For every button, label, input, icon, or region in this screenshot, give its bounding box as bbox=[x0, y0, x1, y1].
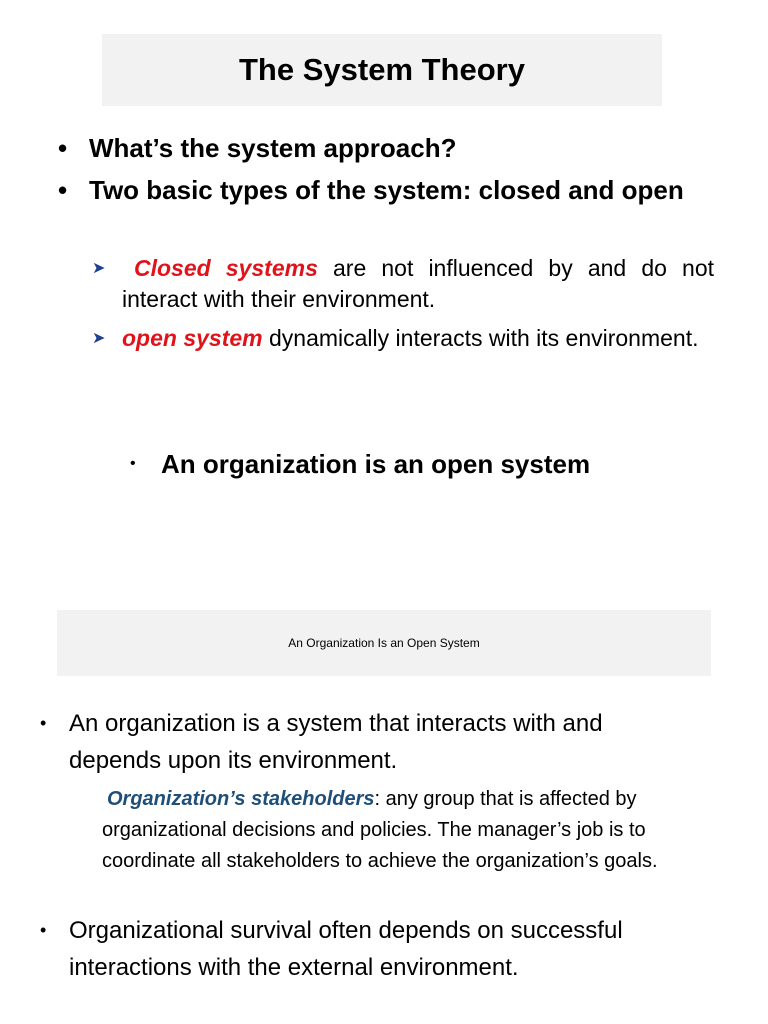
bullet-dot-icon: • bbox=[58, 175, 68, 205]
sub-point-text: are not influenced by and do not interact with their environment. bbox=[122, 255, 715, 312]
arrow-right-icon: ➤ bbox=[92, 260, 106, 277]
bullet-org-interacts bbox=[40, 705, 700, 779]
bullet-dot-icon: • bbox=[40, 920, 47, 940]
sub-point-content bbox=[122, 253, 714, 315]
page-title: The System Theory bbox=[239, 52, 525, 87]
sub-point-text: dynamically interacts with its environment. bbox=[262, 325, 699, 351]
sub-point-content bbox=[122, 323, 714, 354]
term-stakeholders: Organization’s stakeholders bbox=[107, 788, 375, 810]
sub-point-open-system bbox=[92, 323, 714, 354]
stakeholders-paragraph bbox=[102, 784, 714, 877]
bullet-text: An organization is an open system bbox=[161, 449, 591, 479]
bullet-org-survival bbox=[40, 912, 700, 986]
bullet-text: An organization is a system that interacts with and depends upon its environment. bbox=[69, 710, 603, 774]
bullet-text: Organizational survival often depends on successful interactions with the external environment. bbox=[69, 917, 623, 981]
stakeholders-text: : any group that is affected by organizational decisions and policies. The manager’s job is to coordinate all stakeholders to achieve the organization’s goals. bbox=[102, 788, 658, 872]
bullet-two-types bbox=[58, 171, 714, 209]
bullet-dot-icon: • bbox=[58, 133, 68, 163]
bullet-dot-icon: • bbox=[40, 713, 47, 733]
sub-point-closed-systems bbox=[92, 253, 714, 315]
arrow-right-icon: ➤ bbox=[92, 330, 106, 347]
figure-caption-box bbox=[57, 610, 711, 676]
bullet-text: Two basic types of the system: closed and open bbox=[89, 175, 684, 205]
term-open-system: open system bbox=[122, 325, 263, 351]
bullet-org-open-system bbox=[130, 446, 690, 482]
title-box bbox=[102, 34, 662, 106]
bullet-text: What’s the system approach? bbox=[89, 133, 457, 163]
bullet-system-approach bbox=[58, 129, 718, 167]
figure-caption: An Organization Is an Open System bbox=[288, 636, 480, 650]
bullet-dot-icon: • bbox=[130, 455, 136, 472]
term-closed-systems: Closed systems bbox=[134, 255, 318, 281]
